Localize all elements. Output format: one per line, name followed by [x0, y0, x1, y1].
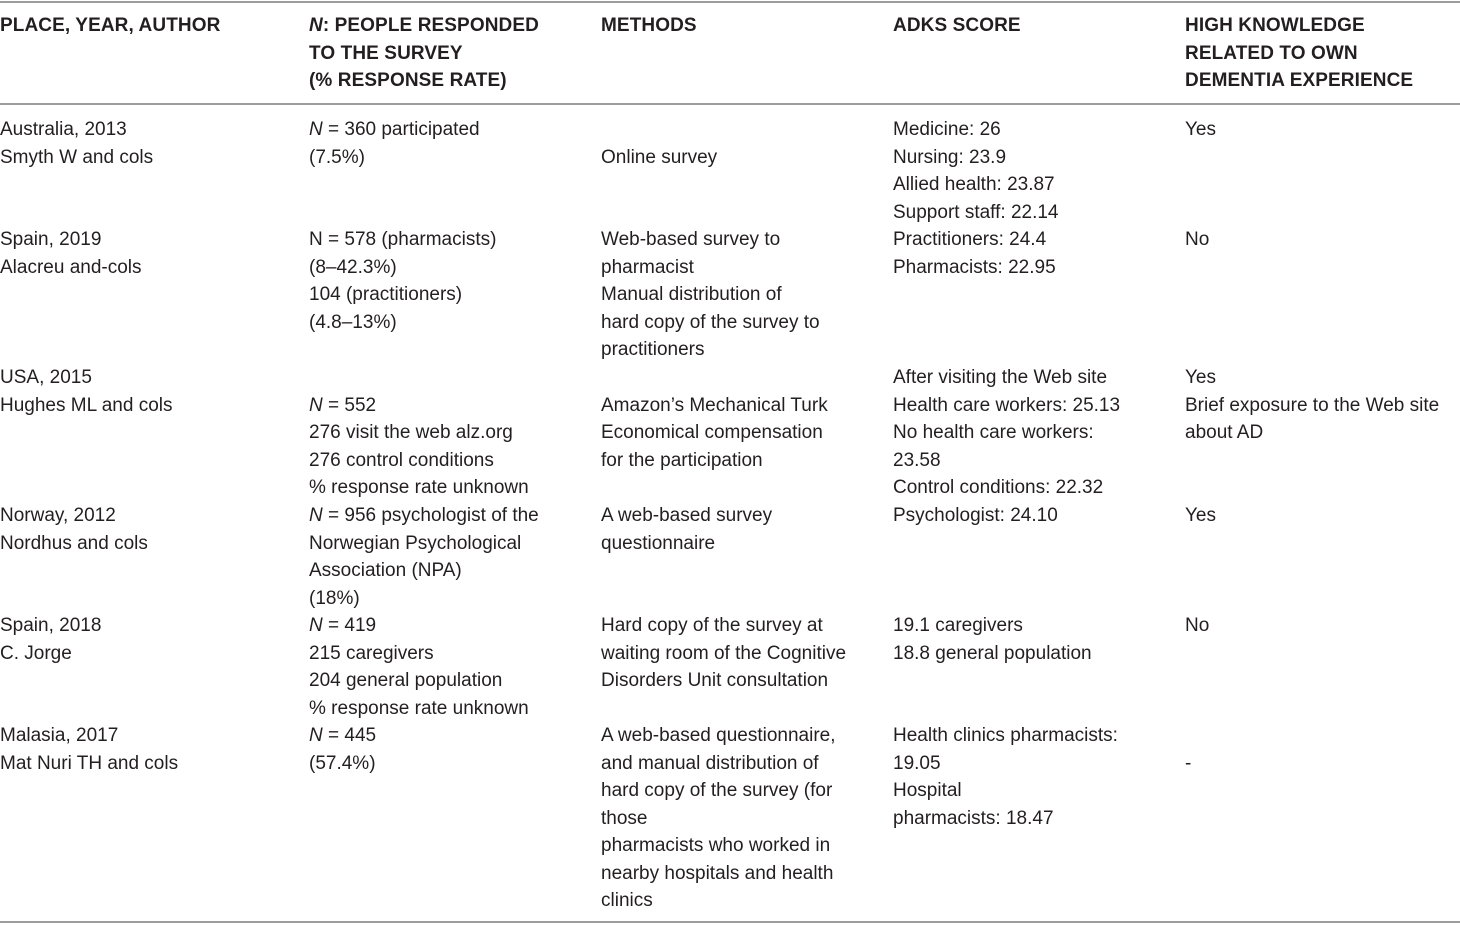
italic-n: N [309, 505, 323, 526]
cell-line [1185, 722, 1191, 750]
cell-line: nearby hospitals and health [601, 862, 834, 884]
cell-text: (4.8–13%) [309, 311, 397, 333]
cell-line: questionnaire [601, 532, 716, 554]
cell-line [309, 447, 529, 475]
cell-line [309, 281, 496, 309]
cell-adks-score [893, 226, 1056, 281]
cell-line [309, 640, 529, 668]
cell-line: Web-based survey to [601, 229, 781, 250]
cell-line: Yes [1185, 367, 1216, 388]
cell-people-responded [309, 226, 496, 336]
cell-line: pharmacist [601, 256, 694, 278]
cell-line: waiting room of the Cognitive [601, 642, 847, 664]
cell-place [0, 116, 153, 171]
cell-line: C. Jorge [0, 642, 72, 664]
cell-line: No [1185, 615, 1210, 636]
italic-n: N [309, 394, 323, 416]
cell-line: Smyth W and cols [0, 146, 154, 168]
cell-text: = 552 [322, 394, 377, 416]
cell-line: clinics [601, 890, 653, 911]
cell-line: 19.05 [893, 752, 941, 774]
italic-n: N [309, 615, 323, 636]
cell-line: Medicine: 26 [893, 119, 1001, 140]
cell-line: Brief exposure to the Web site [1185, 394, 1440, 416]
cell-line: Spain, 2018 [0, 615, 102, 636]
cell-text: % response rate unknown [309, 697, 529, 719]
cell-adks-score [893, 116, 1059, 226]
cell-line [309, 667, 529, 695]
cell-line: Support staff: 22.14 [893, 201, 1059, 223]
cell-line: A web-based survey [601, 505, 773, 526]
cell-methods [601, 226, 820, 364]
cell-adks-score [893, 612, 1092, 667]
cell-line [601, 116, 717, 144]
cell-line: pharmacists: 18.47 [893, 807, 1054, 829]
cell-line: Yes [1185, 505, 1216, 526]
cell-line: hard copy of the survey (for [601, 780, 833, 801]
cell-methods [601, 502, 772, 557]
cell-line: Nordhus and cols [0, 532, 148, 554]
cell-line: 23.58 [893, 449, 941, 471]
header-high-knowledge: HIGH KNOWLEDGE RELATED TO OWN DEMENTIA EXPERIENCE [1185, 15, 1414, 91]
cell-line: for the participation [601, 449, 763, 471]
cell-high-knowledge [1185, 226, 1209, 254]
cell-line: Nursing: 23.9 [893, 146, 1007, 168]
cell-line [309, 750, 376, 778]
cell-high-knowledge [1185, 722, 1191, 777]
cell-place [0, 226, 142, 281]
cell-line: - [1185, 752, 1192, 774]
cell-people-responded [309, 502, 539, 612]
cell-line: Disorders Unit consultation [601, 670, 829, 691]
cell-line [309, 557, 539, 585]
cell-line: 18.8 general population [893, 642, 1092, 664]
cell-methods [601, 722, 836, 915]
cell-line [309, 585, 539, 613]
cell-line: No health care workers: [893, 422, 1094, 443]
cell-line [309, 144, 480, 172]
cell-line: hard copy of the survey to [601, 311, 820, 333]
cell-line: Norway, 2012 [0, 505, 116, 526]
cell-place [0, 722, 178, 777]
table-bottom-rule [0, 921, 1460, 923]
cell-text: 215 caregivers [309, 642, 434, 664]
cell-line [309, 502, 539, 530]
cell-line: Hard copy of the survey at [601, 615, 823, 636]
cell-line [309, 392, 529, 420]
header-place-year-author: PLACE, YEAR, AUTHOR [0, 15, 221, 36]
cell-line: A web-based questionnaire, [601, 725, 836, 746]
cell-line: Malasia, 2017 [0, 725, 119, 746]
cell-high-knowledge [1185, 612, 1209, 640]
cell-text: 104 (practitioners) [309, 284, 463, 305]
header-adks-score: ADKS SCORE [893, 15, 1021, 36]
cell-people-responded [309, 722, 376, 777]
cell-place [0, 502, 148, 557]
cell-people-responded [309, 364, 529, 502]
cell-line: After visiting the Web site [893, 367, 1108, 388]
cell-text: (8–42.3%) [309, 256, 397, 278]
cell-line: Hughes ML and cols [0, 394, 173, 416]
cell-line [309, 695, 529, 723]
cell-line: Health clinics pharmacists: [893, 725, 1118, 746]
cell-line: Health care workers: 25.13 [893, 394, 1121, 416]
cell-line: 19.1 caregivers [893, 615, 1023, 636]
cell-adks-score [893, 722, 1118, 832]
cell-line: Manual distribution of [601, 284, 782, 305]
cell-line: No [1185, 229, 1210, 250]
cell-line: Psychologist: 24.10 [893, 505, 1058, 526]
cell-methods [601, 612, 846, 695]
cell-text: 276 control conditions [309, 449, 494, 471]
cell-line: Mat Nuri TH and cols [0, 752, 179, 774]
cell-text: (7.5%) [309, 146, 365, 168]
cell-adks-score [893, 364, 1120, 502]
header-people-responded: N: PEOPLE RESPONDED TO THE SURVEY (% RESPONSE RATE) [309, 15, 539, 91]
cell-line: pharmacists who worked in [601, 835, 831, 856]
cell-text: = 956 psychologist of the [322, 505, 539, 526]
cell-line [601, 364, 828, 392]
cell-line: Allied health: 23.87 [893, 174, 1055, 195]
cell-line: Economical compensation [601, 422, 823, 443]
cell-place [0, 612, 101, 667]
cell-line [309, 474, 529, 502]
table-top-rule [0, 1, 1460, 3]
cell-line: USA, 2015 [0, 367, 92, 388]
cell-line [309, 309, 496, 337]
cell-text: (57.4%) [309, 752, 376, 774]
cell-text: 204 general population [309, 670, 503, 691]
cell-line [309, 364, 529, 392]
cell-line [309, 722, 376, 750]
cell-line: Yes [1185, 119, 1216, 140]
italic-n: N [309, 725, 323, 746]
cell-high-knowledge [1185, 116, 1216, 144]
cell-line: practitioners [601, 339, 705, 360]
cell-methods [601, 116, 717, 171]
cell-line: about AD [1185, 422, 1264, 443]
cell-line [309, 226, 496, 254]
cell-line [309, 530, 539, 558]
cell-text: % response rate unknown [309, 477, 529, 498]
cell-line: Control conditions: 22.32 [893, 477, 1104, 498]
cell-people-responded [309, 116, 480, 171]
cell-line: and manual distribution of [601, 752, 819, 774]
cell-text: 276 visit the web alz.org [309, 422, 513, 443]
cell-text: = 360 participated [322, 119, 480, 140]
cell-line: Pharmacists: 22.95 [893, 256, 1056, 278]
italic-n: N [309, 119, 323, 140]
cell-place [0, 364, 173, 419]
cell-methods [601, 364, 828, 474]
cell-text: Association (NPA) [309, 560, 462, 581]
cell-line: Australia, 2013 [0, 119, 127, 140]
cell-text: = 419 [322, 615, 377, 636]
cell-text: = 445 [322, 725, 377, 746]
cell-line: Hospital [893, 780, 962, 801]
cell-text: Norwegian Psychological [309, 532, 522, 554]
cell-line [309, 612, 529, 640]
header-bottom-rule [0, 103, 1460, 105]
cell-line [309, 419, 529, 447]
cell-line: Alacreu and-cols [0, 256, 142, 278]
cell-line: Amazon’s Mechanical Turk [601, 394, 828, 416]
cell-line: Online survey [601, 146, 718, 168]
cell-line: Spain, 2019 [0, 229, 102, 250]
cell-text: (18%) [309, 587, 360, 609]
cell-line [309, 254, 496, 282]
cell-adks-score [893, 502, 1058, 530]
cell-line [309, 116, 480, 144]
cell-high-knowledge [1185, 502, 1216, 530]
header-methods: METHODS [601, 15, 697, 36]
cell-line: Practitioners: 24.4 [893, 229, 1047, 250]
cell-line: those [601, 807, 648, 829]
cell-text: N = 578 (pharmacists) [309, 229, 497, 250]
cell-high-knowledge [1185, 364, 1439, 447]
cell-people-responded [309, 612, 529, 722]
